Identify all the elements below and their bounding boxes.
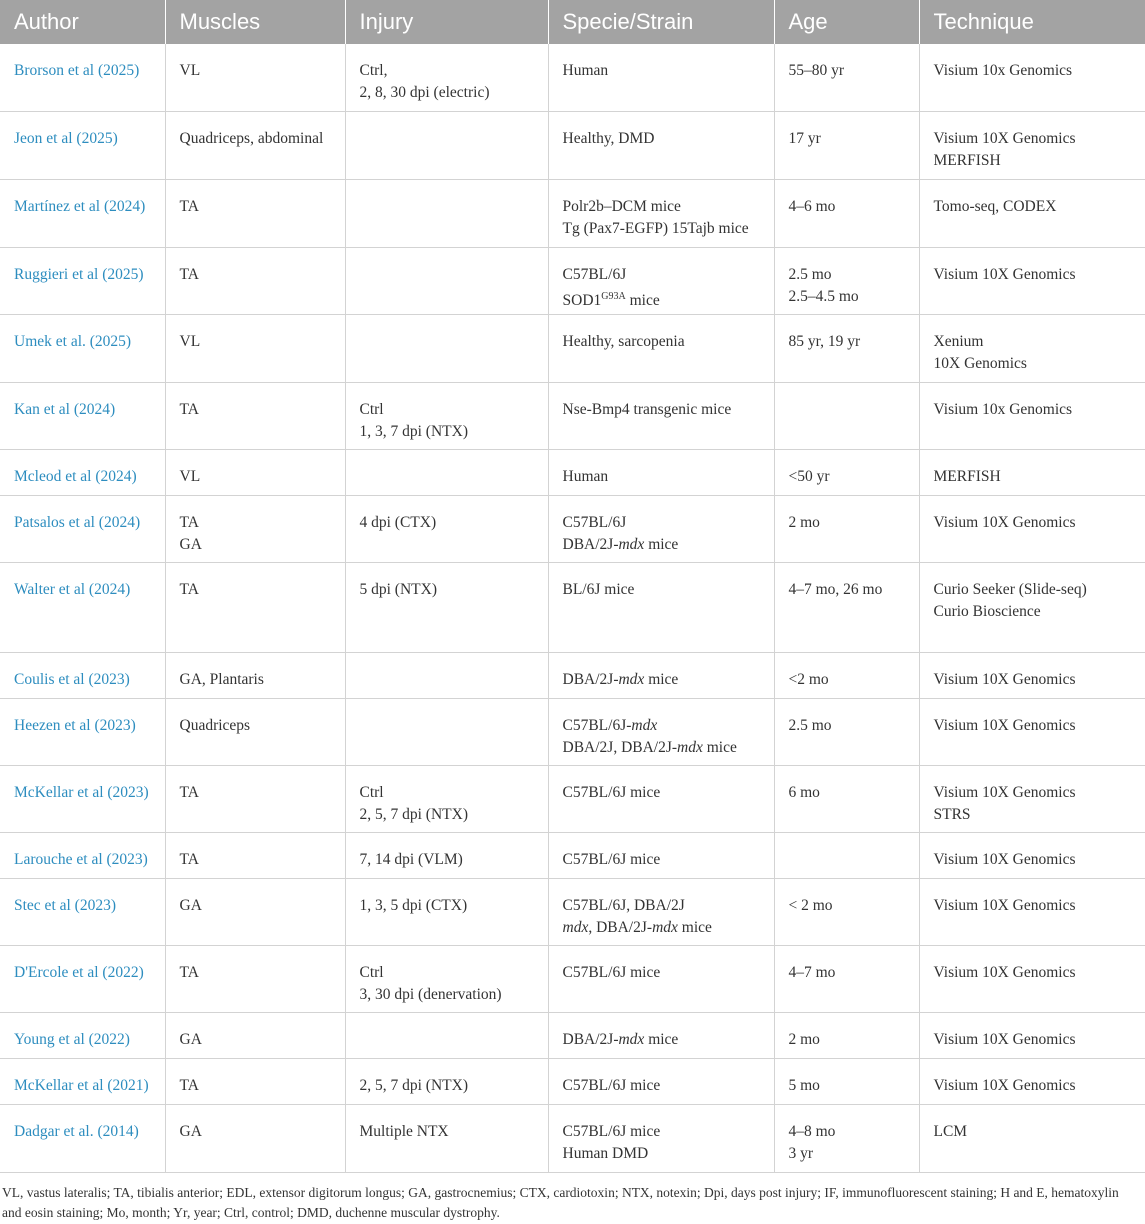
cell-age (774, 765, 919, 832)
cell-line: Visium 10X Genomics (933, 896, 1076, 914)
cell-injury (345, 44, 548, 111)
cell-line: TA (179, 783, 199, 801)
cell-line: Visium 10X Genomics (933, 1076, 1076, 1094)
cell-line: 85 yr, 19 yr (788, 332, 861, 350)
cell-line: Quadriceps, abdominal (179, 129, 324, 147)
author-link[interactable]: Ruggieri et al (2025) (14, 265, 144, 283)
cell-line: Visium 10X Genomics (933, 716, 1076, 734)
cell-injury (345, 314, 548, 382)
cell-author (0, 562, 165, 652)
author-link[interactable]: Martínez et al (2024) (14, 197, 146, 215)
cell-line: VL (179, 467, 201, 485)
author-link[interactable]: Heezen et al (2023) (14, 716, 136, 734)
cell-author (0, 1058, 165, 1104)
cell-age (774, 562, 919, 652)
cell-line: Human (562, 62, 609, 79)
cell-species (548, 1012, 774, 1058)
table-row (0, 1012, 1145, 1058)
cell-line: Tomo-seq, CODEX (933, 197, 1057, 215)
table-footnote: VL, vastus lateralis; TA, tibialis anterior; EDL, extensor digitorum longus; GA, gastrocnemius; CTX, cardiotoxin; NTX, notexin; Dpi, days post injury; IF, immunofluorescent staining; H and E, hematoxylin and eosin staining; Mo, month; Yr, year; Ctrl, control; DMD, duchenne muscular dystrophy. (2, 1184, 1119, 1220)
cell-muscles (165, 1012, 345, 1058)
header-muscles: Muscles (165, 0, 345, 44)
cell-line: STRS (933, 805, 971, 823)
cell-line: Visium 10X Genomics (933, 963, 1076, 981)
cell-line: TA (179, 197, 199, 215)
cell-line: 2 mo (788, 513, 820, 531)
cell-line: 5 dpi (NTX) (359, 580, 437, 598)
cell-species (548, 562, 774, 652)
cell-age (774, 495, 919, 562)
cell-line: <2 mo (788, 670, 829, 688)
cell-technique (919, 878, 1145, 945)
cell-injury (345, 449, 548, 495)
cell-line: 2, 8, 30 dpi (electric) (359, 84, 490, 101)
cell-line: DBA/2J-mdx mice (562, 1030, 679, 1048)
author-link[interactable]: Dadgar et al. (2014) (14, 1122, 139, 1140)
cell-author (0, 247, 165, 314)
cell-species (548, 1104, 774, 1172)
cell-line: < 2 mo (788, 896, 833, 914)
cell-line: Visium 10X Genomics (933, 850, 1076, 868)
cell-line: LCM (933, 1122, 968, 1140)
cell-line: VL (179, 332, 201, 350)
cell-species (548, 382, 774, 449)
cell-line: Curio Seeker (Slide-seq) (933, 580, 1087, 598)
cell-line: 2 mo (788, 1030, 820, 1048)
cell-line: Ctrl (359, 783, 384, 801)
cell-muscles (165, 314, 345, 382)
cell-line: Ctrl (359, 400, 384, 418)
cell-line: BL/6J mice (562, 580, 635, 598)
cell-line: C57BL/6J-mdx (562, 716, 658, 734)
cell-species (548, 495, 774, 562)
cell-muscles (165, 652, 345, 698)
author-link[interactable]: Young et al (2022) (14, 1030, 130, 1048)
cell-injury (345, 495, 548, 562)
cell-muscles (165, 1058, 345, 1104)
cell-line: Human (562, 467, 609, 485)
author-link[interactable]: Brorson et al (2025) (14, 62, 140, 79)
cell-line: GA (179, 1122, 202, 1140)
cell-age (774, 314, 919, 382)
header-row (0, 0, 1145, 44)
cell-muscles (165, 562, 345, 652)
cell-muscles (165, 382, 345, 449)
cell-technique (919, 652, 1145, 698)
cell-line: 10X Genomics (933, 354, 1027, 372)
cell-line: 2.5 mo (788, 716, 832, 734)
cell-line: Healthy, sarcopenia (562, 332, 685, 350)
cell-line: 4–7 mo, 26 mo (788, 580, 883, 598)
cell-age (774, 1104, 919, 1172)
cell-line: TA (179, 850, 199, 868)
cell-author (0, 832, 165, 878)
cell-author (0, 698, 165, 765)
table-row (0, 945, 1145, 1012)
cell-technique (919, 562, 1145, 652)
author-link[interactable]: Mcleod et al (2024) (14, 467, 137, 485)
author-link[interactable]: McKellar et al (2021) (14, 1076, 149, 1094)
cell-technique (919, 1104, 1145, 1172)
cell-age (774, 945, 919, 1012)
cell-injury (345, 765, 548, 832)
cell-injury (345, 832, 548, 878)
cell-age (774, 1058, 919, 1104)
cell-line: Visium 10X Genomics (933, 513, 1076, 531)
cell-age (774, 247, 919, 314)
cell-line: Ctrl (359, 963, 384, 981)
cell-author (0, 449, 165, 495)
cell-muscles (165, 247, 345, 314)
cell-species (548, 832, 774, 878)
cell-author (0, 765, 165, 832)
author-link[interactable]: Jeon et al (2025) (14, 129, 118, 147)
cell-line: 5 mo (788, 1076, 820, 1094)
cell-line: Ctrl, (359, 62, 388, 79)
cell-technique (919, 111, 1145, 179)
cell-author (0, 878, 165, 945)
cell-line: VL (179, 62, 201, 79)
cell-line: DBA/2J, DBA/2J-mdx mice (562, 738, 737, 756)
author-link[interactable]: D'Ercole et al (2022) (14, 963, 144, 981)
cell-line: 2.5 mo (788, 265, 832, 283)
cell-species (548, 44, 774, 111)
cell-line: TA (179, 265, 199, 283)
cell-line: MERFISH (933, 151, 1001, 169)
header-species: Specie/Strain (548, 0, 774, 44)
cell-age (774, 832, 919, 878)
cell-line: Multiple NTX (359, 1122, 449, 1140)
cell-technique (919, 247, 1145, 314)
cell-line: DBA/2J-mdx mice (562, 535, 679, 553)
author-link[interactable]: Walter et al (2024) (14, 580, 131, 598)
cell-muscles (165, 179, 345, 247)
cell-line: Visium 10X Genomics (933, 1030, 1076, 1048)
cell-line: TA (179, 513, 199, 531)
cell-muscles (165, 765, 345, 832)
cell-age (774, 652, 919, 698)
cell-author (0, 495, 165, 562)
cell-technique (919, 765, 1145, 832)
cell-species (548, 247, 774, 314)
cell-technique (919, 314, 1145, 382)
table-row (0, 247, 1145, 314)
cell-technique (919, 1012, 1145, 1058)
table-row (0, 179, 1145, 247)
header-injury: Injury (345, 0, 548, 44)
cell-technique (919, 945, 1145, 1012)
cell-injury (345, 562, 548, 652)
cell-age (774, 382, 919, 449)
cell-species (548, 878, 774, 945)
cell-technique (919, 698, 1145, 765)
author-link[interactable]: Patsalos et al (2024) (14, 513, 141, 531)
cell-line: C57BL/6J mice (562, 1076, 661, 1094)
cell-line: C57BL/6J, DBA/2J (562, 896, 685, 914)
cell-line: Visium 10x Genomics (933, 62, 1073, 79)
cell-technique (919, 495, 1145, 562)
cell-line: GA (179, 535, 202, 553)
cell-age (774, 179, 919, 247)
author-link[interactable]: Coulis et al (2023) (14, 670, 130, 688)
cell-injury (345, 179, 548, 247)
cell-age (774, 44, 919, 111)
cell-technique (919, 44, 1145, 111)
cell-line: C57BL/6J mice (562, 783, 661, 801)
cell-line: 1, 3, 5 dpi (CTX) (359, 896, 468, 914)
cell-line: Xenium (933, 332, 984, 350)
cell-age (774, 1012, 919, 1058)
cell-line: Visium 10X Genomics (933, 670, 1076, 688)
table-row (0, 698, 1145, 765)
cell-line: 6 mo (788, 783, 820, 801)
cell-muscles (165, 698, 345, 765)
cell-line: TA (179, 963, 199, 981)
cell-muscles (165, 1104, 345, 1172)
cell-line: Human DMD (562, 1144, 649, 1162)
cell-author (0, 1012, 165, 1058)
cell-species (548, 314, 774, 382)
cell-line: 55–80 yr (788, 62, 845, 79)
cell-line: TA (179, 580, 199, 598)
cell-technique (919, 832, 1145, 878)
header-technique: Technique (919, 0, 1145, 44)
cell-line: TA (179, 1076, 199, 1094)
cell-muscles (165, 878, 345, 945)
cell-line: Polr2b–DCM mice (562, 197, 681, 215)
cell-line: TA (179, 400, 199, 418)
cell-line: 2, 5, 7 dpi (NTX) (359, 805, 468, 823)
cell-species (548, 765, 774, 832)
cell-species (548, 652, 774, 698)
author-link[interactable]: McKellar et al (2023) (14, 783, 149, 801)
cell-muscles (165, 495, 345, 562)
header-author: Author (0, 0, 165, 44)
cell-line: Visium 10X Genomics (933, 265, 1076, 283)
cell-muscles (165, 449, 345, 495)
cell-age (774, 449, 919, 495)
cell-technique (919, 449, 1145, 495)
cell-injury (345, 382, 548, 449)
cell-line: 1, 3, 7 dpi (NTX) (359, 422, 468, 440)
cell-author (0, 44, 165, 111)
cell-line: GA (179, 1030, 202, 1048)
cell-injury (345, 652, 548, 698)
cell-line: GA, Plantaris (179, 670, 264, 688)
table-row (0, 832, 1145, 878)
author-link[interactable]: Kan et al (2024) (14, 400, 116, 418)
cell-line: $SOD1^{G93A}$ mice (562, 290, 660, 309)
table-row (0, 44, 1145, 111)
cell-species (548, 111, 774, 179)
cell-line: 4–6 mo (788, 197, 836, 215)
table-body (0, 44, 1145, 1172)
cell-line: C57BL/6J (562, 513, 627, 531)
author-link[interactable]: Umek et al. (2025) (14, 332, 132, 350)
cell-species (548, 1058, 774, 1104)
table-row (0, 382, 1145, 449)
cell-line: 2, 5, 7 dpi (NTX) (359, 1076, 468, 1094)
author-link[interactable]: Larouche et al (2023) (14, 850, 148, 868)
cell-line: Visium 10X Genomics (933, 129, 1076, 147)
header-age: Age (774, 0, 919, 44)
cell-injury (345, 1104, 548, 1172)
cell-author (0, 111, 165, 179)
cell-species (548, 179, 774, 247)
cell-injury (345, 247, 548, 314)
cell-muscles (165, 44, 345, 111)
cell-author (0, 652, 165, 698)
cell-line: Healthy, DMD (562, 129, 655, 147)
table-row (0, 562, 1145, 652)
cell-injury (345, 698, 548, 765)
cell-line: 4–8 mo (788, 1122, 836, 1140)
cell-line: Curio Bioscience (933, 602, 1041, 620)
cell-technique (919, 382, 1145, 449)
cell-species (548, 945, 774, 1012)
table-row (0, 765, 1145, 832)
table-row (0, 314, 1145, 382)
cell-injury (345, 878, 548, 945)
cell-line: GA (179, 896, 202, 914)
cell-line: MERFISH (933, 467, 1001, 485)
table-row (0, 1058, 1145, 1104)
cell-line: 3, 30 dpi (denervation) (359, 985, 502, 1003)
cell-line: <50 yr (788, 467, 830, 485)
cell-technique (919, 179, 1145, 247)
cell-author (0, 1104, 165, 1172)
cell-species (548, 449, 774, 495)
cell-author (0, 179, 165, 247)
cell-injury (345, 1012, 548, 1058)
table-row (0, 1104, 1145, 1172)
cell-line: 7, 14 dpi (VLM) (359, 850, 463, 868)
cell-author (0, 945, 165, 1012)
cell-line: Nse-Bmp4 transgenic mice (562, 400, 732, 418)
cell-age (774, 698, 919, 765)
author-link[interactable]: Stec et al (2023) (14, 896, 117, 914)
cell-age (774, 878, 919, 945)
table-row (0, 449, 1145, 495)
cell-muscles (165, 111, 345, 179)
cell-species (548, 698, 774, 765)
cell-age (774, 111, 919, 179)
cell-technique (919, 1058, 1145, 1104)
cell-line: C57BL/6J mice (562, 963, 661, 981)
cell-line: C57BL/6J mice (562, 850, 661, 868)
cell-muscles (165, 945, 345, 1012)
cell-line: DBA/2J-mdx mice (562, 670, 679, 688)
cell-injury (345, 945, 548, 1012)
cell-line: Visium 10x Genomics (933, 400, 1073, 418)
cell-line: mdx, DBA/2J-mdx mice (562, 918, 712, 936)
cell-line: 2.5–4.5 mo (788, 287, 859, 305)
cell-muscles (165, 832, 345, 878)
table-row (0, 878, 1145, 945)
table-row (0, 652, 1145, 698)
cell-author (0, 314, 165, 382)
cell-line: Visium 10X Genomics (933, 783, 1076, 801)
cell-line: Tg (Pax7-EGFP) 15Tajb mice (562, 219, 749, 237)
cell-line: 17 yr (788, 129, 821, 147)
cell-injury (345, 1058, 548, 1104)
cell-line: 4–7 mo (788, 963, 836, 981)
cell-line: C57BL/6J (562, 265, 627, 283)
table-row (0, 111, 1145, 179)
cell-line: 4 dpi (CTX) (359, 513, 437, 531)
cell-line: C57BL/6J mice (562, 1122, 661, 1140)
cell-line: Quadriceps (179, 716, 251, 734)
cell-injury (345, 111, 548, 179)
table-header (0, 0, 1145, 44)
table-row (0, 495, 1145, 562)
cell-author (0, 382, 165, 449)
cell-line: 3 yr (788, 1144, 814, 1162)
